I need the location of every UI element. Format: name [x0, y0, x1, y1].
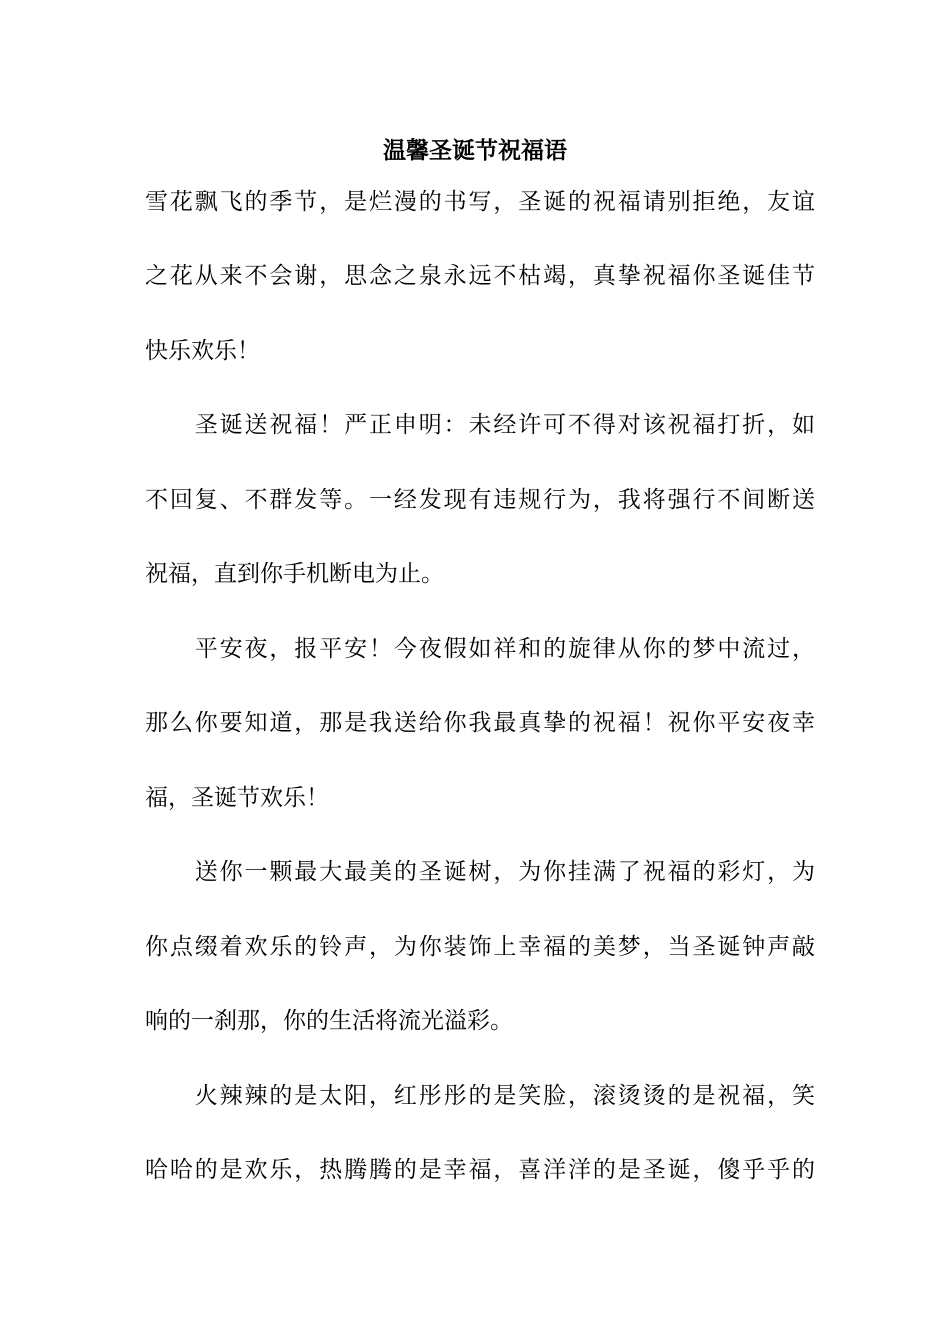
paragraph-line: 哈哈的是欢乐，热腾腾的是幸福，喜洋洋的是圣诞，傻乎乎的 — [145, 1157, 815, 1183]
paragraph-line: 响的一刹那，你的生活将流光溢彩。 — [145, 1008, 513, 1034]
paragraph-line: 火辣辣的是太阳，红彤彤的是笑脸，滚烫烫的是祝福，笑 — [145, 1083, 815, 1109]
document-title: 温馨圣诞节祝福语 — [383, 137, 567, 164]
paragraph-line: 快乐欢乐！ — [145, 338, 260, 364]
paragraph-line: 福，圣诞节欢乐！ — [145, 785, 329, 811]
paragraph-line: 平安夜，报平安！今夜假如祥和的旋律从你的梦中流过， — [145, 636, 815, 662]
paragraph-line: 之花从来不会谢，思念之泉永远不枯竭，真挚祝福你圣诞佳节 — [145, 263, 815, 289]
paragraph-line: 你点缀着欢乐的铃声，为你装饰上幸福的美梦，当圣诞钟声敲 — [145, 934, 815, 960]
paragraph-line: 那么你要知道，那是我送给你我最真挚的祝福！祝你平安夜幸 — [145, 710, 815, 736]
paragraph-line: 送你一颗最大最美的圣诞树，为你挂满了祝福的彩灯，为 — [145, 859, 815, 885]
paragraph-line: 圣诞送祝福！严正申明：未经许可不得对该祝福打折，如 — [145, 412, 815, 438]
paragraph-line: 祝福，直到你手机断电为止。 — [145, 561, 444, 587]
paragraph-line: 不回复、不群发等。一经发现有违规行为，我将强行不间断送 — [145, 487, 815, 513]
paragraph-line: 雪花飘飞的季节，是烂漫的书写，圣诞的祝福请别拒绝，友谊 — [145, 189, 815, 215]
